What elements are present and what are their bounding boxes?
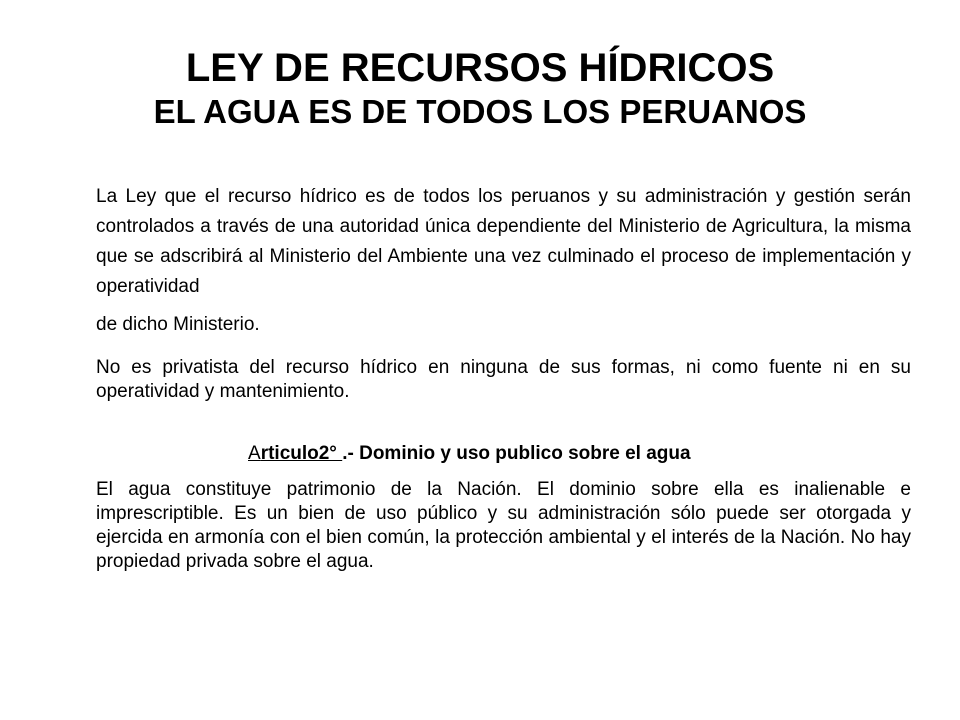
article-letter: A	[248, 443, 261, 464]
paragraph-law-summary-text: La Ley que el recurso hídrico es de todos los peruanos y su administración y gestión serán controlados a través de una autoridad única dependiente del Ministerio de Agricultura, la misma que se adscribirá al Ministerio del Ambiente una vez culminado el proceso de implementación y operatividad	[96, 186, 911, 297]
paragraph-article-body: El agua constituye patrimonio de la Nación. El dominio sobre ella es inalienable e imprescriptible. Es un bien de uso público y su administración sólo puede ser otorgada y ejercida en armonía con el bien común, la protección ambiental y el interés de la Nación. No hay propiedad privada sobre el agua.	[96, 479, 911, 572]
slide-subtitle: EL AGUA ES DE TODOS LOS PERUANOS	[153, 93, 807, 130]
article-separator: .-	[342, 443, 360, 464]
article-number: rticulo2°	[260, 443, 343, 464]
slide-title: LEY DE RECURSOS HÍDRICOS	[185, 46, 775, 90]
paragraph-law-summary-end: de dicho Ministerio.	[96, 314, 260, 335]
article-heading	[248, 441, 691, 467]
paragraph-not-privatizing: No es privatista del recurso hídrico en ninguna de sus formas, ni como fuente ni en su operatividad y mantenimiento.	[96, 357, 911, 402]
paragraph-law-summary	[96, 182, 911, 340]
article-heading-text: Dominio y uso publico sobre el agua	[359, 443, 691, 464]
